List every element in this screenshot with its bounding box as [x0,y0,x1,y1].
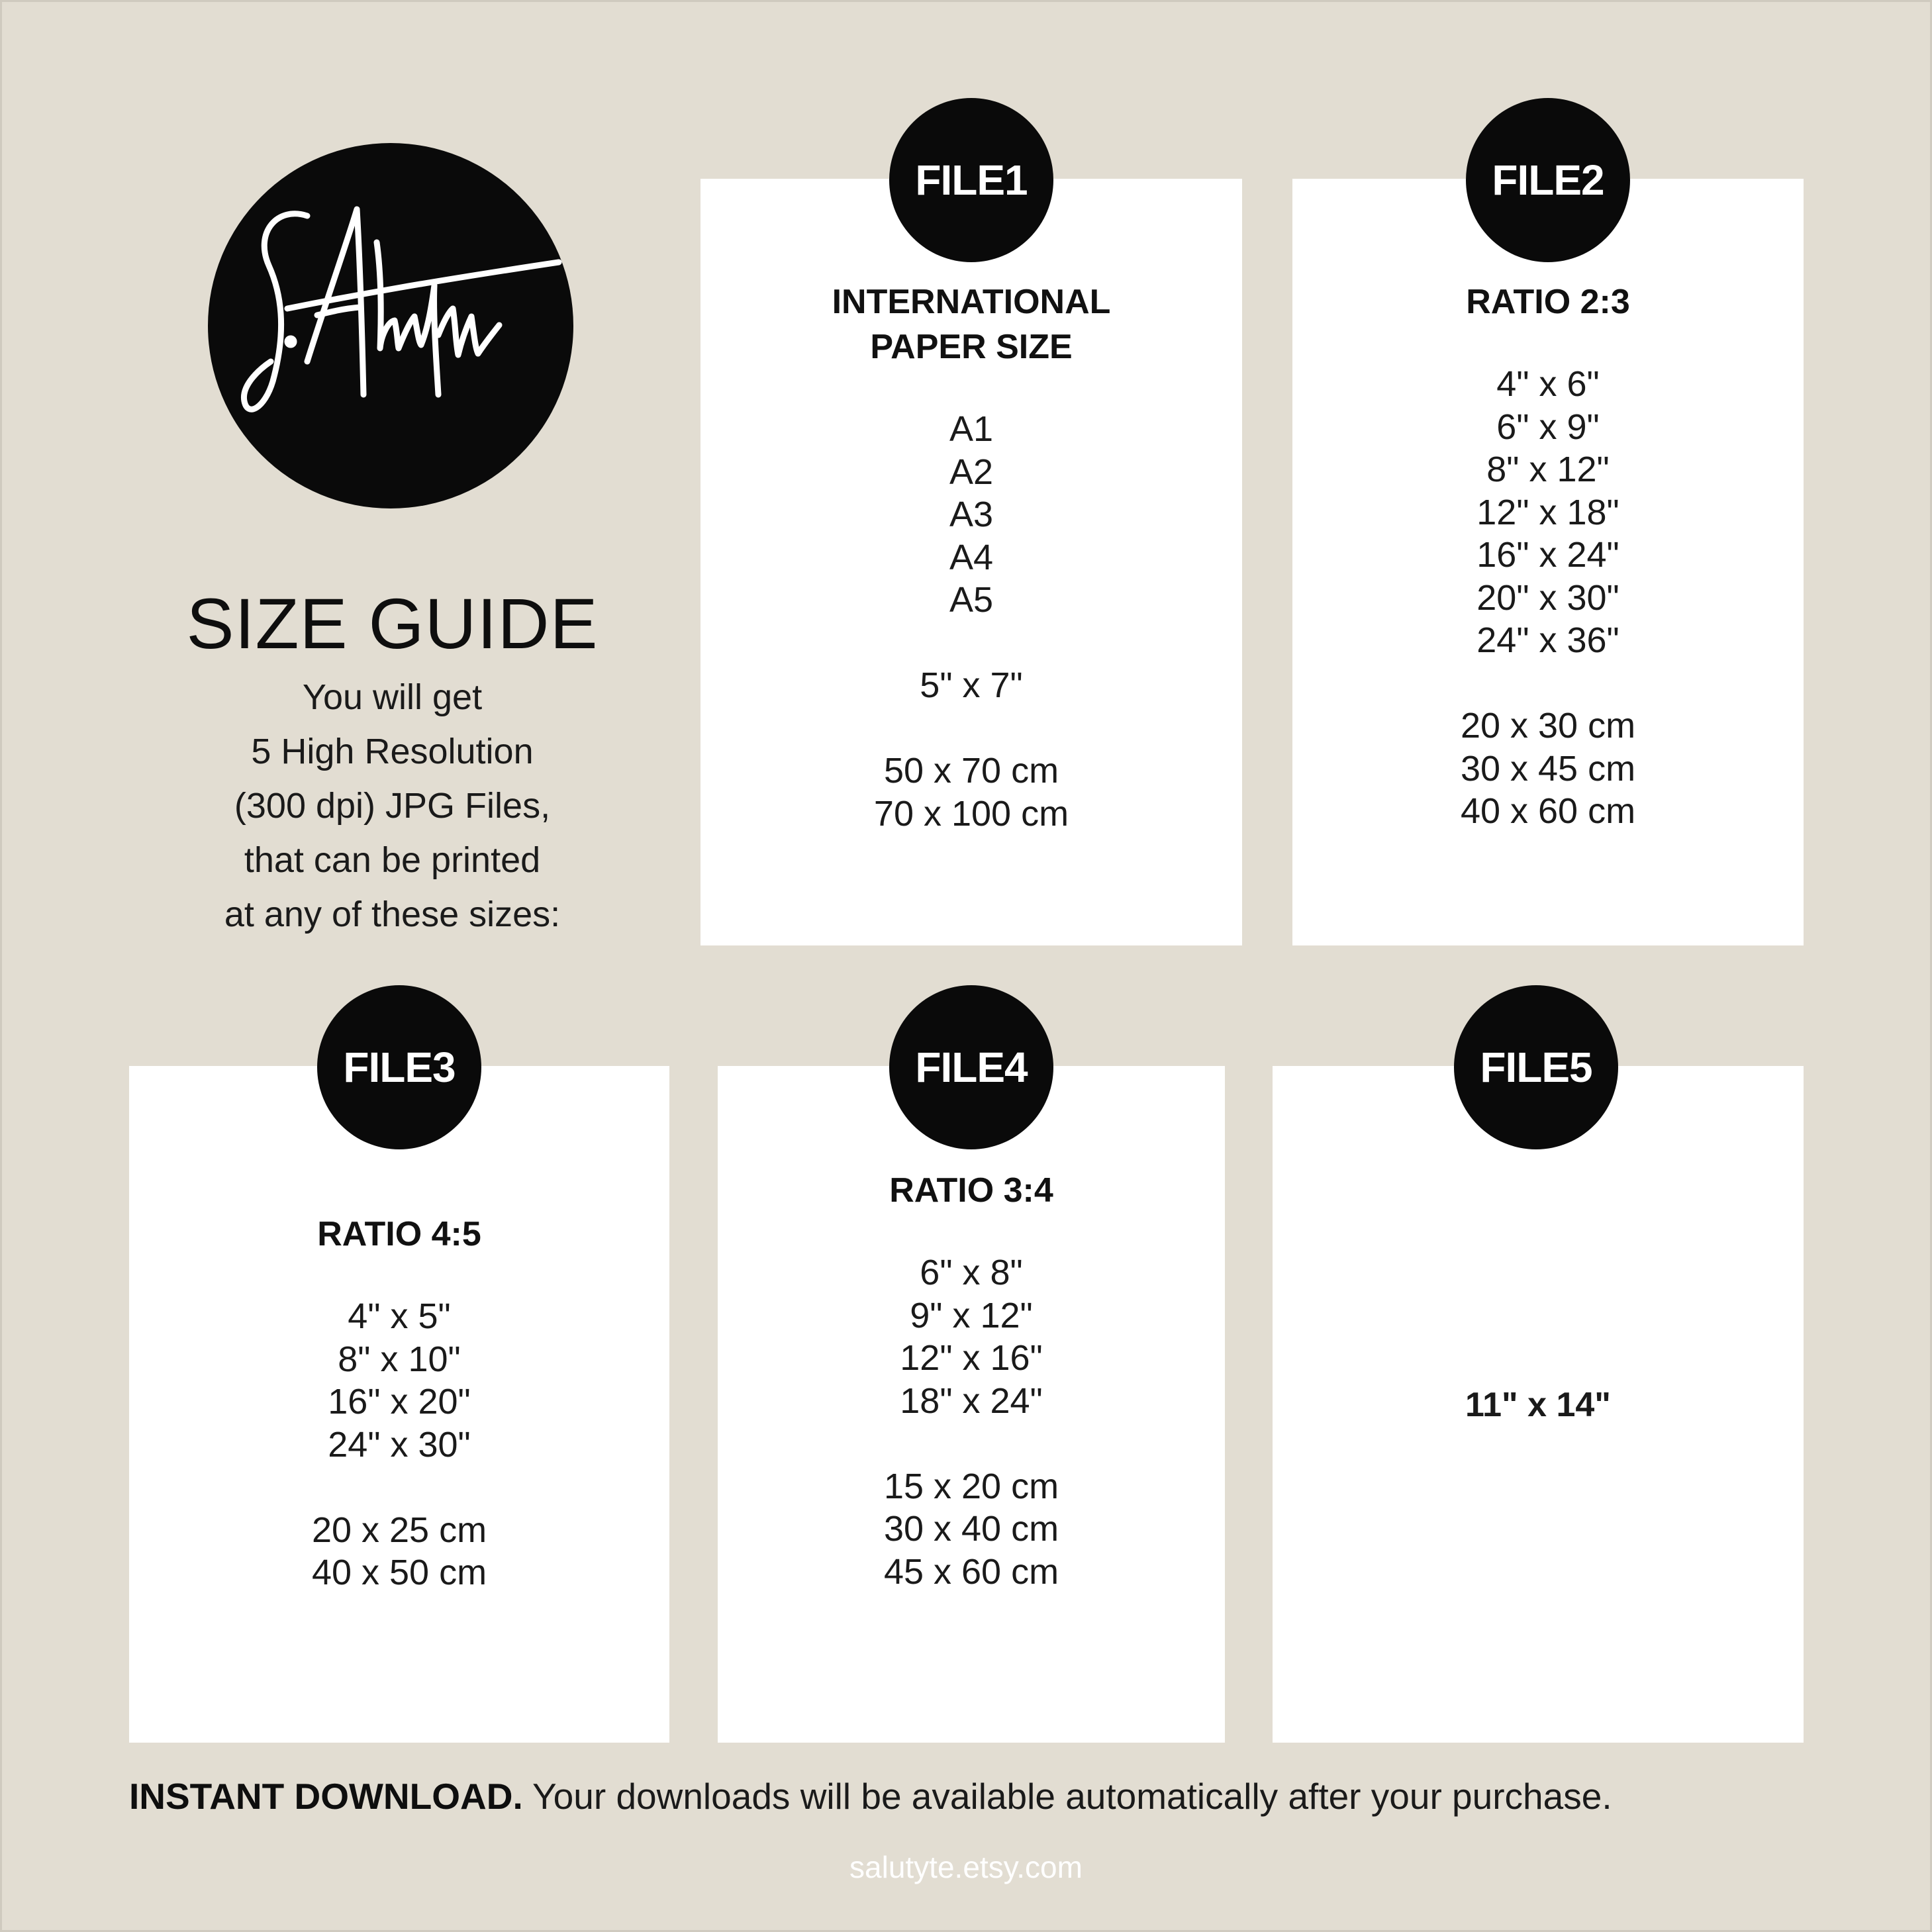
shop-url: salutyte.etsy.com [849,1850,1083,1884]
intro-line: that can be printed [244,840,541,880]
instant-download-label: INSTANT DOWNLOAD. [129,1776,523,1817]
card-sizes: 11" x 14" [1465,1386,1611,1424]
file-badge-3: FILE3 [317,985,481,1149]
intro-line: You will get [302,677,483,717]
card-sizes: 6" x 8" 9" x 12" 12" x 16" 18" x 24" 15 x 20 cm 30 x 40 cm 45 x 60 cm [883,1253,1059,1592]
card-heading: RATIO 3:4 [889,1171,1053,1210]
card-sizes: A1 A2 A3 A4 A5 5" x 7" 50 x 70 cm 70 x 100 cm [873,409,1069,834]
card-heading: INTERNATIONAL PAPER SIZE [832,283,1111,366]
file-card-2 [1292,179,1804,945]
card-heading: RATIO 4:5 [317,1215,481,1253]
card-heading: RATIO 2:3 [1466,283,1630,321]
page-title: SIZE GUIDE [186,583,599,663]
intro-line: 5 High Resolution [251,732,534,771]
file-badge-4: FILE4 [889,985,1053,1149]
signature-logo-icon [208,143,573,508]
file-badge-5: FILE5 [1454,985,1618,1149]
instant-download-note [129,1773,1811,1819]
intro-line: (300 dpi) JPG Files, [234,786,551,826]
file-badge-2: FILE2 [1466,98,1630,262]
file-card-4 [718,1066,1225,1743]
card-sizes: 4" x 5" 8" x 10" 16" x 20" 24" x 30" 20 x 25 cm 40 x 50 cm [311,1296,487,1592]
instant-download-text: Your downloads will be available automatically after your purchase. [522,1776,1612,1817]
file-card-3 [129,1066,669,1743]
intro-line: at any of these sizes: [224,894,561,934]
file-badge-1: FILE1 [889,98,1053,262]
size-guide-intro [172,583,612,942]
file-card-5 [1273,1066,1804,1743]
file-card-1 [700,179,1242,945]
card-sizes: 4" x 6" 6" x 9" 8" x 12" 12" x 18" 16" x 24" 20" x 30" 24" x 36" 20 x 30 cm 30 x 45 cm 40 x 60 cm [1460,364,1636,831]
brand-logo [208,143,573,508]
